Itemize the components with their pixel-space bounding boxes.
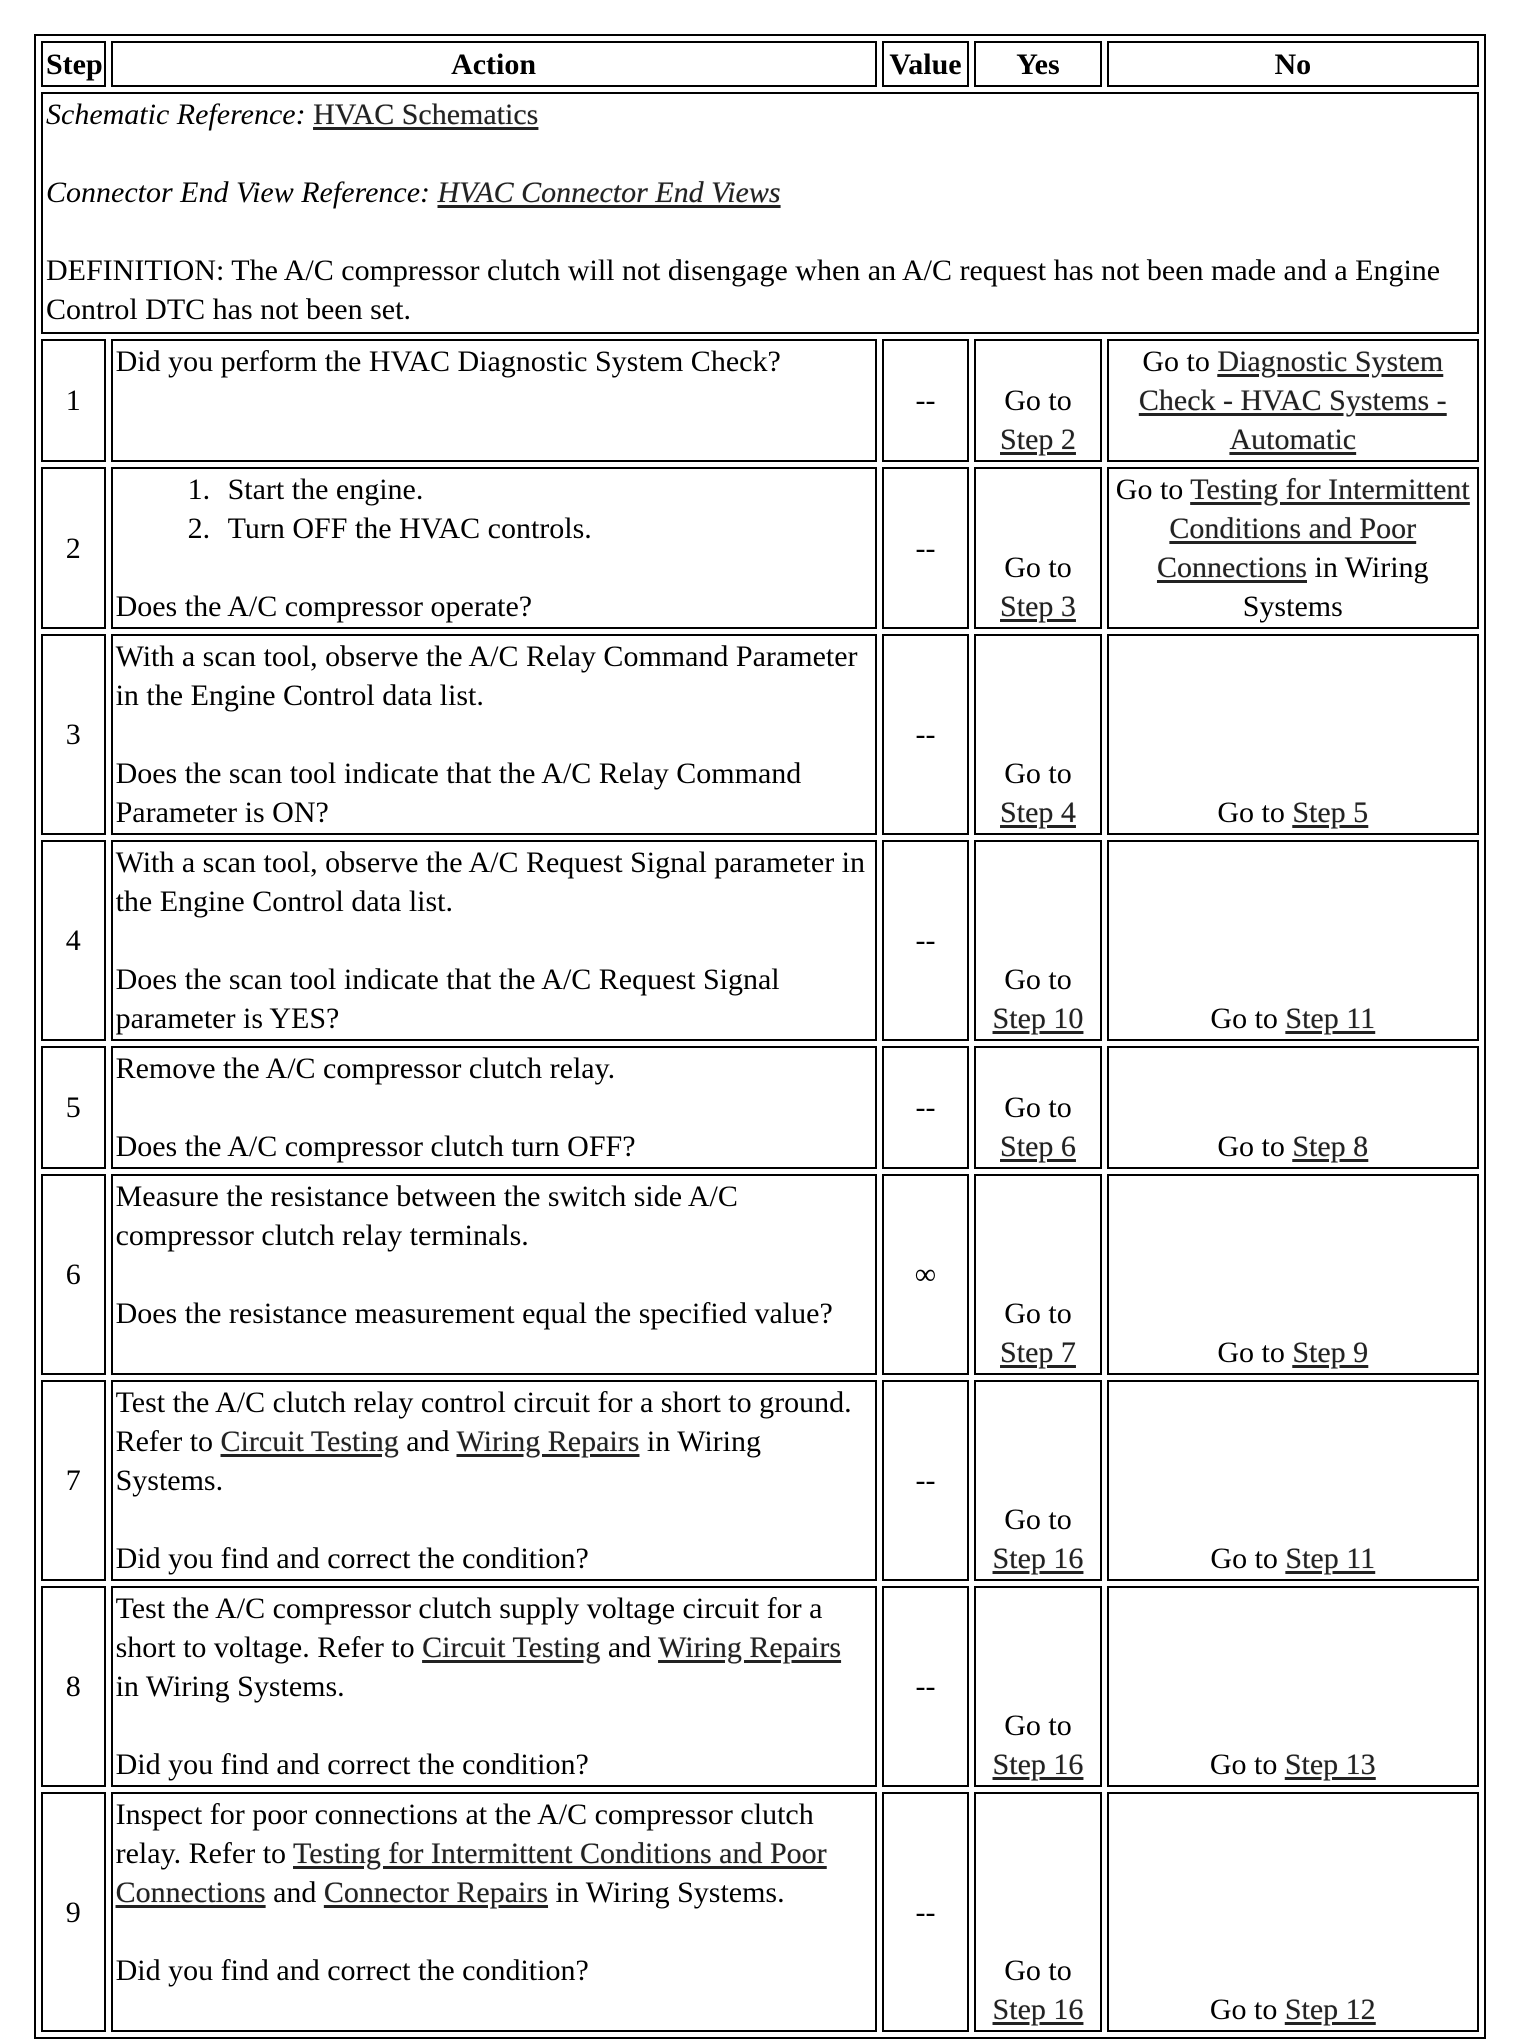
- wiring-repairs-link[interactable]: Wiring Repairs: [658, 1631, 842, 1664]
- table-row: [41, 339, 1479, 462]
- goto-label: Go to: [1004, 1709, 1072, 1742]
- action-question: Did you perform the HVAC Diagnostic System Check?: [115, 345, 781, 378]
- action-cell: [111, 339, 877, 462]
- no-cell: [1107, 1046, 1479, 1169]
- connector-repairs-link[interactable]: Connector Repairs: [323, 1876, 549, 1909]
- goto-label: Go to: [1004, 1297, 1072, 1330]
- value-cell: --: [882, 1792, 970, 2032]
- action-cell: [111, 840, 877, 1041]
- no-cell: [1107, 840, 1479, 1041]
- no-cell: [1107, 1792, 1479, 2032]
- header-no: No: [1107, 41, 1479, 87]
- instruction-text: in Wiring Systems.: [115, 1425, 761, 1497]
- no-cell: [1107, 634, 1479, 835]
- connector-reference-label: Connector End View Reference:: [46, 176, 438, 209]
- table-row: [41, 467, 1479, 629]
- action-question: Does the A/C compressor clutch turn OFF?: [115, 1130, 636, 1163]
- reference-row: [41, 92, 1479, 334]
- instruction-text: and: [265, 1876, 324, 1909]
- goto-label: Go to: [1004, 551, 1072, 584]
- yes-cell: [974, 467, 1101, 629]
- header-step: Step: [41, 41, 106, 87]
- schematic-reference: [46, 95, 1474, 134]
- goto-label: Go to: [1209, 1748, 1278, 1781]
- action-instruction: [116, 1795, 872, 1912]
- no-cell: [1107, 1586, 1479, 1787]
- goto-label: Go to: [1217, 1336, 1285, 1369]
- reference-cell: [41, 92, 1479, 334]
- action-cell: [111, 467, 877, 629]
- connector-reference: [46, 173, 1474, 212]
- step-number: 8: [41, 1586, 106, 1787]
- goto-label: Go to: [1209, 1993, 1278, 2026]
- list-item: 1. Start the engine.: [218, 470, 872, 509]
- header-action: Action: [111, 41, 877, 87]
- circuit-testing-link[interactable]: Circuit Testing: [422, 1631, 601, 1664]
- schematic-reference-label: Schematic Reference:: [46, 98, 314, 131]
- goto-label: Go to: [1004, 1503, 1072, 1536]
- value-cell: --: [882, 1380, 970, 1581]
- action-question: Did you find and correct the condition?: [115, 1542, 589, 1575]
- table-row: [41, 1174, 1479, 1375]
- action-cell: [111, 1174, 877, 1375]
- action-question: Does the A/C compressor operate?: [115, 590, 533, 623]
- goto-label: Go to: [1004, 384, 1072, 417]
- yes-step-link[interactable]: Step 16: [992, 1542, 1084, 1575]
- action-question: Did you find and correct the condition?: [115, 1748, 589, 1781]
- yes-step-link[interactable]: Step 7: [1000, 1336, 1076, 1369]
- goto-label: Go to: [1217, 1130, 1285, 1163]
- yes-cell: [974, 1792, 1101, 2032]
- diagnostic-table: [34, 34, 1486, 2039]
- action-cell: [111, 1046, 877, 1169]
- no-prefix: Go to: [1115, 473, 1191, 506]
- yes-cell: [974, 1586, 1101, 1787]
- instruction-text: and: [600, 1631, 659, 1664]
- yes-step-link[interactable]: Step 2: [1000, 423, 1076, 456]
- yes-cell: [974, 1380, 1101, 1581]
- action-question: Does the resistance measurement equal the specified value?: [115, 1297, 833, 1330]
- yes-cell: [974, 1174, 1101, 1375]
- no-cell: [1107, 1174, 1479, 1375]
- step-number: 4: [41, 840, 106, 1041]
- instruction-text: Test the A/C clutch relay control circuit for a short to ground. Refer to: [115, 1386, 852, 1458]
- yes-step-link[interactable]: Step 10: [992, 1002, 1084, 1035]
- step-number: 6: [41, 1174, 106, 1375]
- action-instruction: [116, 1589, 872, 1706]
- yes-cell: [974, 339, 1101, 462]
- table-row: [41, 1792, 1479, 2032]
- goto-label: Go to: [1004, 1954, 1072, 1987]
- wiring-repairs-link[interactable]: Wiring Repairs: [456, 1425, 640, 1458]
- no-prefix: Go to: [1142, 345, 1218, 378]
- goto-label: Go to: [1210, 1002, 1278, 1035]
- testing-intermittent-conditions-link[interactable]: Testing for Intermittent Conditions and Poor Connections: [1156, 473, 1470, 584]
- header-row: [41, 41, 1479, 87]
- goto-label: Go to: [1004, 963, 1072, 996]
- no-suffix: in Wiring Systems: [1242, 551, 1429, 623]
- action-instruction: Measure the resistance between the switch side A/C compressor clutch relay terminals.: [115, 1180, 738, 1252]
- action-instruction: With a scan tool, observe the A/C Relay Command Parameter in the Engine Control data list.: [115, 640, 858, 712]
- step-number: 3: [41, 634, 106, 835]
- value-cell: --: [882, 1046, 970, 1169]
- no-step-link[interactable]: Step 5: [1292, 796, 1369, 829]
- value-cell: --: [882, 840, 970, 1041]
- action-instruction: With a scan tool, observe the A/C Request Signal parameter in the Engine Control data list.: [115, 846, 866, 918]
- no-step-link[interactable]: Step 13: [1284, 1748, 1376, 1781]
- goto-label: Go to: [1004, 1091, 1072, 1124]
- yes-step-link[interactable]: Step 6: [1000, 1130, 1076, 1163]
- step-number: 1: [41, 339, 106, 462]
- diagnostic-sheet: [34, 34, 1486, 2039]
- step-number: 5: [41, 1046, 106, 1169]
- no-step-link[interactable]: Step 11: [1285, 1002, 1376, 1035]
- action-cell: [111, 634, 877, 835]
- yes-step-link[interactable]: Step 3: [1000, 590, 1076, 623]
- value-cell: --: [882, 634, 970, 835]
- instruction-text: and: [398, 1425, 457, 1458]
- hvac-connector-end-views-link[interactable]: HVAC Connector End Views: [437, 176, 781, 209]
- header-value: Value: [882, 41, 970, 87]
- no-step-link[interactable]: Step 8: [1292, 1130, 1369, 1163]
- value-cell: ∞: [882, 1174, 970, 1375]
- step-number: 9: [41, 1792, 106, 2032]
- no-cell: [1107, 467, 1479, 629]
- list-item: 2. Turn OFF the HVAC controls.: [218, 509, 872, 548]
- instruction-text: in Wiring Systems.: [115, 1670, 345, 1703]
- no-cell: [1107, 1380, 1479, 1581]
- action-step-list: [116, 470, 872, 548]
- action-instruction: Remove the A/C compressor clutch relay.: [115, 1052, 616, 1085]
- yes-step-link[interactable]: Step 16: [992, 1993, 1084, 2026]
- definition-text: DEFINITION: The A/C compressor clutch will not disengage when an A/C request has not been made and a Engine Control DTC has not been set.: [46, 254, 1441, 326]
- no-step-link[interactable]: Step 9: [1292, 1336, 1369, 1369]
- testing-intermittent-conditions-link[interactable]: Testing for Intermittent Conditions and Poor Connections: [115, 1837, 827, 1909]
- instruction-text: Inspect for poor connections at the A/C compressor clutch relay. Refer to: [115, 1798, 814, 1870]
- action-cell: [111, 1380, 877, 1581]
- diagnostic-system-check-link[interactable]: Diagnostic System Check - HVAC Systems - Automatic: [1138, 345, 1447, 456]
- instruction-text: Test the A/C compressor clutch supply voltage circuit for a short to voltage. Refer to: [115, 1592, 823, 1664]
- yes-step-link[interactable]: Step 4: [1000, 796, 1076, 829]
- no-cell: [1107, 339, 1479, 462]
- goto-label: Go to: [1210, 1542, 1278, 1575]
- value-cell: --: [882, 467, 970, 629]
- table-row: [41, 1380, 1479, 1581]
- goto-label: Go to: [1004, 757, 1072, 790]
- table-row: [41, 1046, 1479, 1169]
- table-row: [41, 1586, 1479, 1787]
- action-cell: [111, 1792, 877, 2032]
- hvac-schematics-link[interactable]: HVAC Schematics: [313, 98, 539, 131]
- step-number: 7: [41, 1380, 106, 1581]
- value-cell: --: [882, 339, 970, 462]
- table-row: [41, 634, 1479, 835]
- action-instruction: [116, 1383, 872, 1500]
- value-cell: --: [882, 1586, 970, 1787]
- goto-label: Go to: [1217, 796, 1285, 829]
- yes-step-link[interactable]: Step 16: [992, 1748, 1084, 1781]
- no-step-link[interactable]: Step 12: [1284, 1993, 1376, 2026]
- action-question: Did you find and correct the condition?: [115, 1954, 589, 1987]
- header-yes: Yes: [974, 41, 1101, 87]
- action-cell: [111, 1586, 877, 1787]
- yes-cell: [974, 634, 1101, 835]
- yes-cell: [974, 840, 1101, 1041]
- action-question: Does the scan tool indicate that the A/C Relay Command Parameter is ON?: [115, 757, 802, 829]
- no-step-link[interactable]: Step 11: [1285, 1542, 1376, 1575]
- table-row: [41, 840, 1479, 1041]
- instruction-text: in Wiring Systems.: [548, 1876, 785, 1909]
- step-number: 2: [41, 467, 106, 629]
- circuit-testing-link[interactable]: Circuit Testing: [220, 1425, 399, 1458]
- action-question: Does the scan tool indicate that the A/C Request Signal parameter is YES?: [115, 963, 780, 1035]
- yes-cell: [974, 1046, 1101, 1169]
